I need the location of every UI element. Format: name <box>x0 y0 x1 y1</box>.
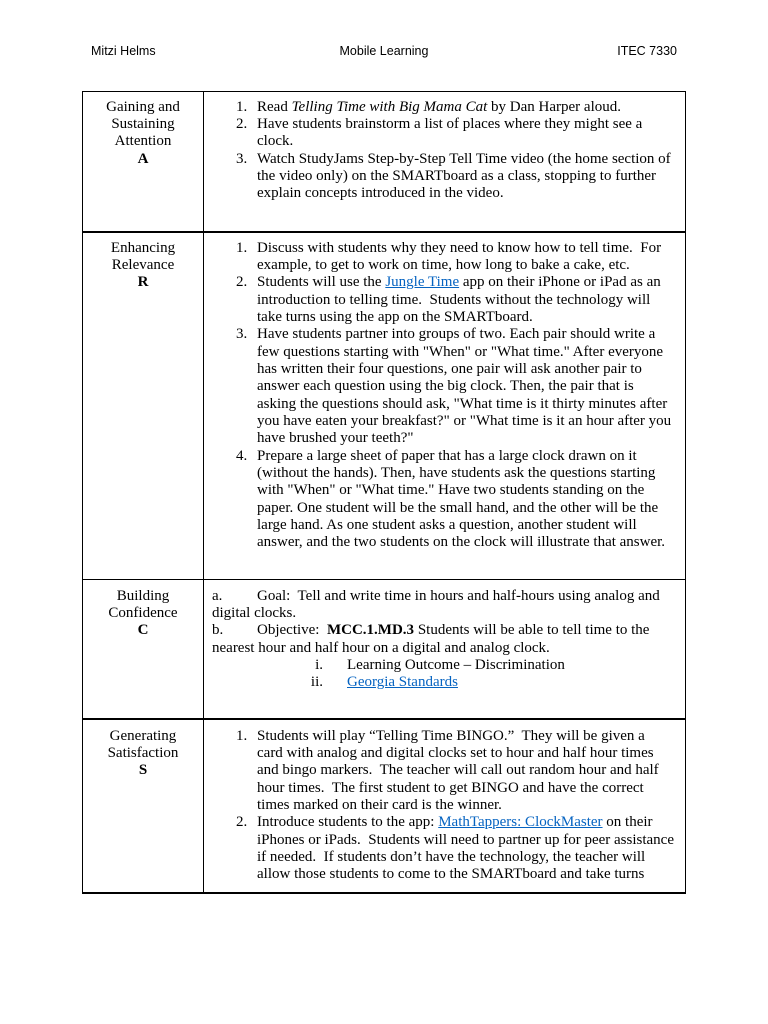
item-text: Discuss with students why they need to know how to tell time. For example, to get to work on time, how long to bake a cake, etc. <box>257 239 662 273</box>
objective-text: Students will be able to tell time to the nearest hour and half hour on a digital and analog clock. <box>212 622 650 656</box>
table-border-bottom <box>82 892 686 894</box>
objective-marker: b. <box>212 622 224 639</box>
category-label: Enhancing Relevance <box>110 239 176 273</box>
goal-text: Goal: Tell and write time in hours and half-hours using analog and digital clocks. <box>212 587 660 621</box>
learning-outcome-text: Learning Outcome – Discrimination <box>347 656 565 673</box>
item-text-segment: app on their iPhone or iPad as an introduction to telling time. Students without the technology will take turns using the app on the SMARTboard. <box>257 274 661 325</box>
table-border-right <box>685 91 686 894</box>
list-item <box>212 728 682 815</box>
item-number: 2. <box>236 115 248 132</box>
category-letter: S <box>138 762 148 779</box>
category-letter: R <box>137 274 149 291</box>
list-item <box>212 116 682 151</box>
item-number: 1. <box>236 727 248 744</box>
category-letter: A <box>137 150 149 167</box>
category-label: Generating Satisfaction <box>107 727 179 761</box>
item-text-segment: Students will use the <box>257 274 386 291</box>
item-number: 1. <box>236 98 248 115</box>
item-text-segment: Introduce students to the app: <box>257 814 439 831</box>
strategies-cell <box>212 91 682 203</box>
list-item <box>212 151 682 203</box>
category-letter: C <box>137 622 149 639</box>
item-text-segment: by Dan Harper aloud. <box>487 98 622 115</box>
list-item <box>212 240 682 275</box>
mathtappers-clockmaster-link[interactable]: MathTappers: ClockMaster <box>438 814 603 831</box>
goal-paragraph <box>212 588 682 623</box>
strategies-cell <box>212 580 682 692</box>
list-item <box>212 274 682 326</box>
goal-marker: a. <box>212 587 223 604</box>
standard-code: MCC.1.MD.3 <box>326 622 415 639</box>
list-item <box>212 99 682 116</box>
strategies-cell <box>212 232 682 552</box>
header-author: Mitzi Helms <box>91 43 156 58</box>
item-number: 2. <box>236 814 248 831</box>
item-number: 4. <box>236 447 248 464</box>
header-title: Mobile Learning <box>339 43 429 58</box>
item-text: Have students partner into groups of two. Each pair should write a few questions starting with "When" or "What time." After everyone has written their four questions, one pair will ask another pair to answer each question using the big clock. Then, the pair that is asking the questions should ask, "What time is it thirty minutes after you have eaten your breakfast?" or "What time is it an hour after you have brushed your teeth?" <box>257 326 672 447</box>
item-number: 3. <box>236 326 248 343</box>
header-course: ITEC 7330 <box>617 43 677 58</box>
jungle-time-link[interactable]: Jungle Time <box>385 274 460 291</box>
item-text <box>257 99 682 116</box>
book-title: Telling Time with Big Mama Cat <box>291 98 488 115</box>
category-cell <box>83 232 203 292</box>
category-cell <box>83 91 203 168</box>
item-text-segment: on their iPhones or iPads. Students will need to partner up for peer assistance if needed. If students don’t have the technology, the teacher will allow those students to come to the SMARTboard and take turns <box>257 814 674 883</box>
item-text-segment: Read <box>257 98 292 115</box>
item-number: 1. <box>236 239 248 256</box>
list-item <box>212 448 682 552</box>
strategies-cell <box>212 720 682 884</box>
sub-item <box>212 657 682 674</box>
category-cell <box>83 720 203 780</box>
georgia-standards-link[interactable]: Georgia Standards <box>347 674 458 691</box>
item-text <box>257 274 682 326</box>
item-text <box>257 814 682 883</box>
category-label: Building Confidence <box>108 587 178 621</box>
item-text: Prepare a large sheet of paper that has a large clock drawn on it (without the hands). Then, have students ask the questions starting with "When" or "What time." Have two students standing on the paper. One student will be the small hand, and the other will be the large hand. As one student asks a question, another student will answer, and the two students on the clock will illustrate that answer. <box>257 447 666 551</box>
sub-item-marker: i. <box>315 656 323 673</box>
category-cell <box>83 580 203 640</box>
sub-item <box>212 674 682 691</box>
objective-label: Objective: <box>257 622 327 639</box>
table-column-divider <box>203 91 204 894</box>
list-item <box>212 326 682 447</box>
item-text: Watch StudyJams Step-by-Step Tell Time video (the home section of the video only) on the SMARTboard as a class, stopping to further explain concepts introduced in the video. <box>257 150 671 202</box>
item-text: Have students brainstorm a list of places where they might see a clock. <box>257 115 643 150</box>
item-text: Students will play “Telling Time BINGO.” They will be given a card with analog and digital clocks set to hour and half hour times and bingo markers. The teacher will call out random hour and half hour times. The first student to get BINGO and have the correct times marked on their card is the winner. <box>257 727 659 813</box>
item-number: 3. <box>236 150 248 167</box>
objective-paragraph <box>212 622 682 657</box>
item-number: 2. <box>236 274 248 291</box>
list-item <box>212 814 682 883</box>
sub-item-marker: ii. <box>310 674 323 691</box>
category-label: Gaining and Sustaining Attention <box>106 98 180 150</box>
